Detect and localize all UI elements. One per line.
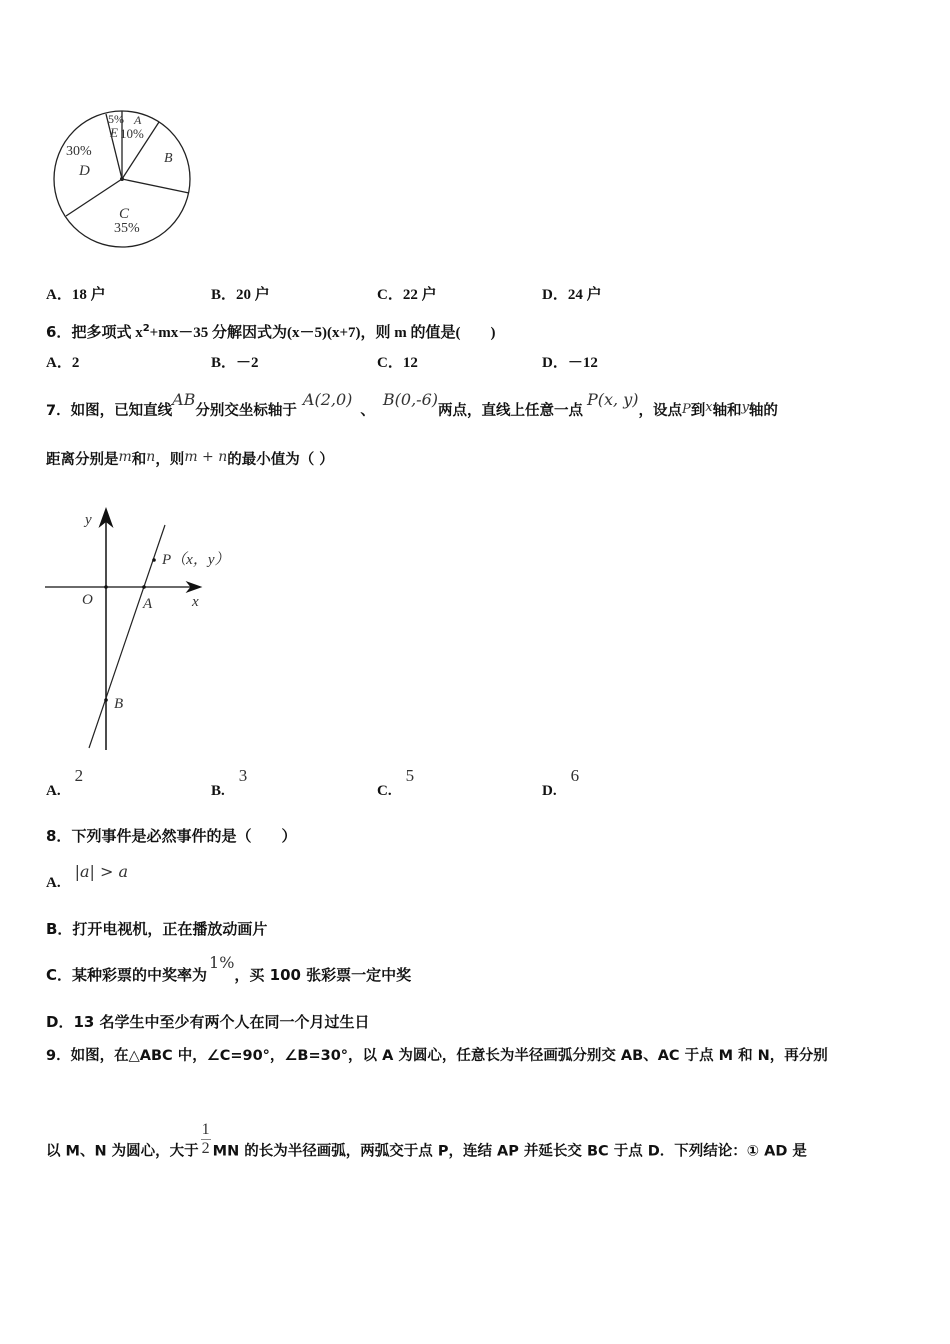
pie-label-a-pct: 10% bbox=[120, 126, 144, 141]
q8-option-a[interactable]: A.|a| > a bbox=[46, 862, 129, 891]
q7-question-line2: 距离分别是m和n，则m + n的最小值为（ ） bbox=[46, 449, 334, 468]
q7-option-a[interactable]: A.2 bbox=[46, 766, 84, 799]
q8-option-d[interactable]: D．13 名学生中至少有两个人在同一个月过生日 bbox=[46, 1013, 370, 1031]
q9-question-line1: 9．如图，在△ABC 中，∠C=90°，∠B=30°，以 A 为圆心，任意长为半径画弧分别交 AB、AC 于点 M 和 N，再分别 bbox=[46, 1048, 828, 1064]
q7-question-line1: 7．如图，已知直线AB分别交坐标轴于A(2,0)、B(0,-6)两点，直线上任意一点P(x, y)，设点P到x轴和y轴的 bbox=[46, 390, 778, 419]
q6-option-c[interactable]: C．12 bbox=[377, 355, 418, 371]
q5-option-c[interactable]: C．22 户 bbox=[377, 287, 437, 303]
origin-label: O bbox=[82, 592, 93, 608]
q5-option-d[interactable]: D．24 户 bbox=[542, 287, 602, 303]
pie-label-c: C bbox=[119, 206, 130, 222]
point-b-label: B bbox=[114, 696, 124, 712]
pie-label-e-pct: 5% bbox=[108, 112, 124, 126]
pie-label-e: E bbox=[110, 125, 118, 140]
q8-question: 8．下列事件是必然事件的是（ ） bbox=[46, 827, 297, 845]
fraction-one-half: $\frac{1}{2}$ bbox=[201, 1121, 210, 1157]
point-p-label: P（x，y） bbox=[162, 552, 230, 568]
q6-question: 6．把多项式 $x^2+mx-35$ 分解因式为(x－5)(x+7)，则 m 的值是( ) bbox=[46, 323, 496, 341]
pie-label-d: D bbox=[79, 163, 90, 179]
q7-option-c[interactable]: C.5 bbox=[377, 766, 415, 799]
pie-label-d-pct: 30% bbox=[66, 144, 92, 159]
point-a-label: A bbox=[143, 596, 153, 612]
q5-option-b[interactable]: B．20 户 bbox=[211, 287, 270, 303]
q8-option-b[interactable]: B．打开电视机，正在播放动画片 bbox=[46, 920, 268, 938]
q6-option-a[interactable]: A．2 bbox=[46, 355, 80, 371]
pie-label-c-pct: 35% bbox=[114, 221, 140, 236]
q7-option-d[interactable]: D.6 bbox=[542, 766, 580, 799]
q7-option-b[interactable]: B.3 bbox=[211, 766, 248, 799]
q9-question-line2: 以 M、N 为圆心，大于 $\frac{1}{2}$ MN 的长为半径画弧，两弧交于点 P，连结 AP 并延长交 BC 于点 D．下列结论：① AD 是 bbox=[46, 1121, 807, 1160]
pie-chart bbox=[48, 106, 198, 251]
q6-option-b[interactable]: B．－2 bbox=[211, 355, 259, 371]
q7-coordinate-figure bbox=[40, 500, 260, 760]
pie-label-b: B bbox=[164, 151, 173, 166]
q5-option-a[interactable]: A．18 户 bbox=[46, 287, 106, 303]
pie-label-a: A bbox=[134, 113, 142, 127]
y-axis-label: y bbox=[85, 512, 92, 528]
q8-option-c[interactable]: C．某种彩票的中奖率为1%，买 100 张彩票一定中奖 bbox=[46, 953, 412, 984]
q6-option-d[interactable]: D．－12 bbox=[542, 355, 598, 371]
x-axis-label: x bbox=[192, 594, 199, 610]
